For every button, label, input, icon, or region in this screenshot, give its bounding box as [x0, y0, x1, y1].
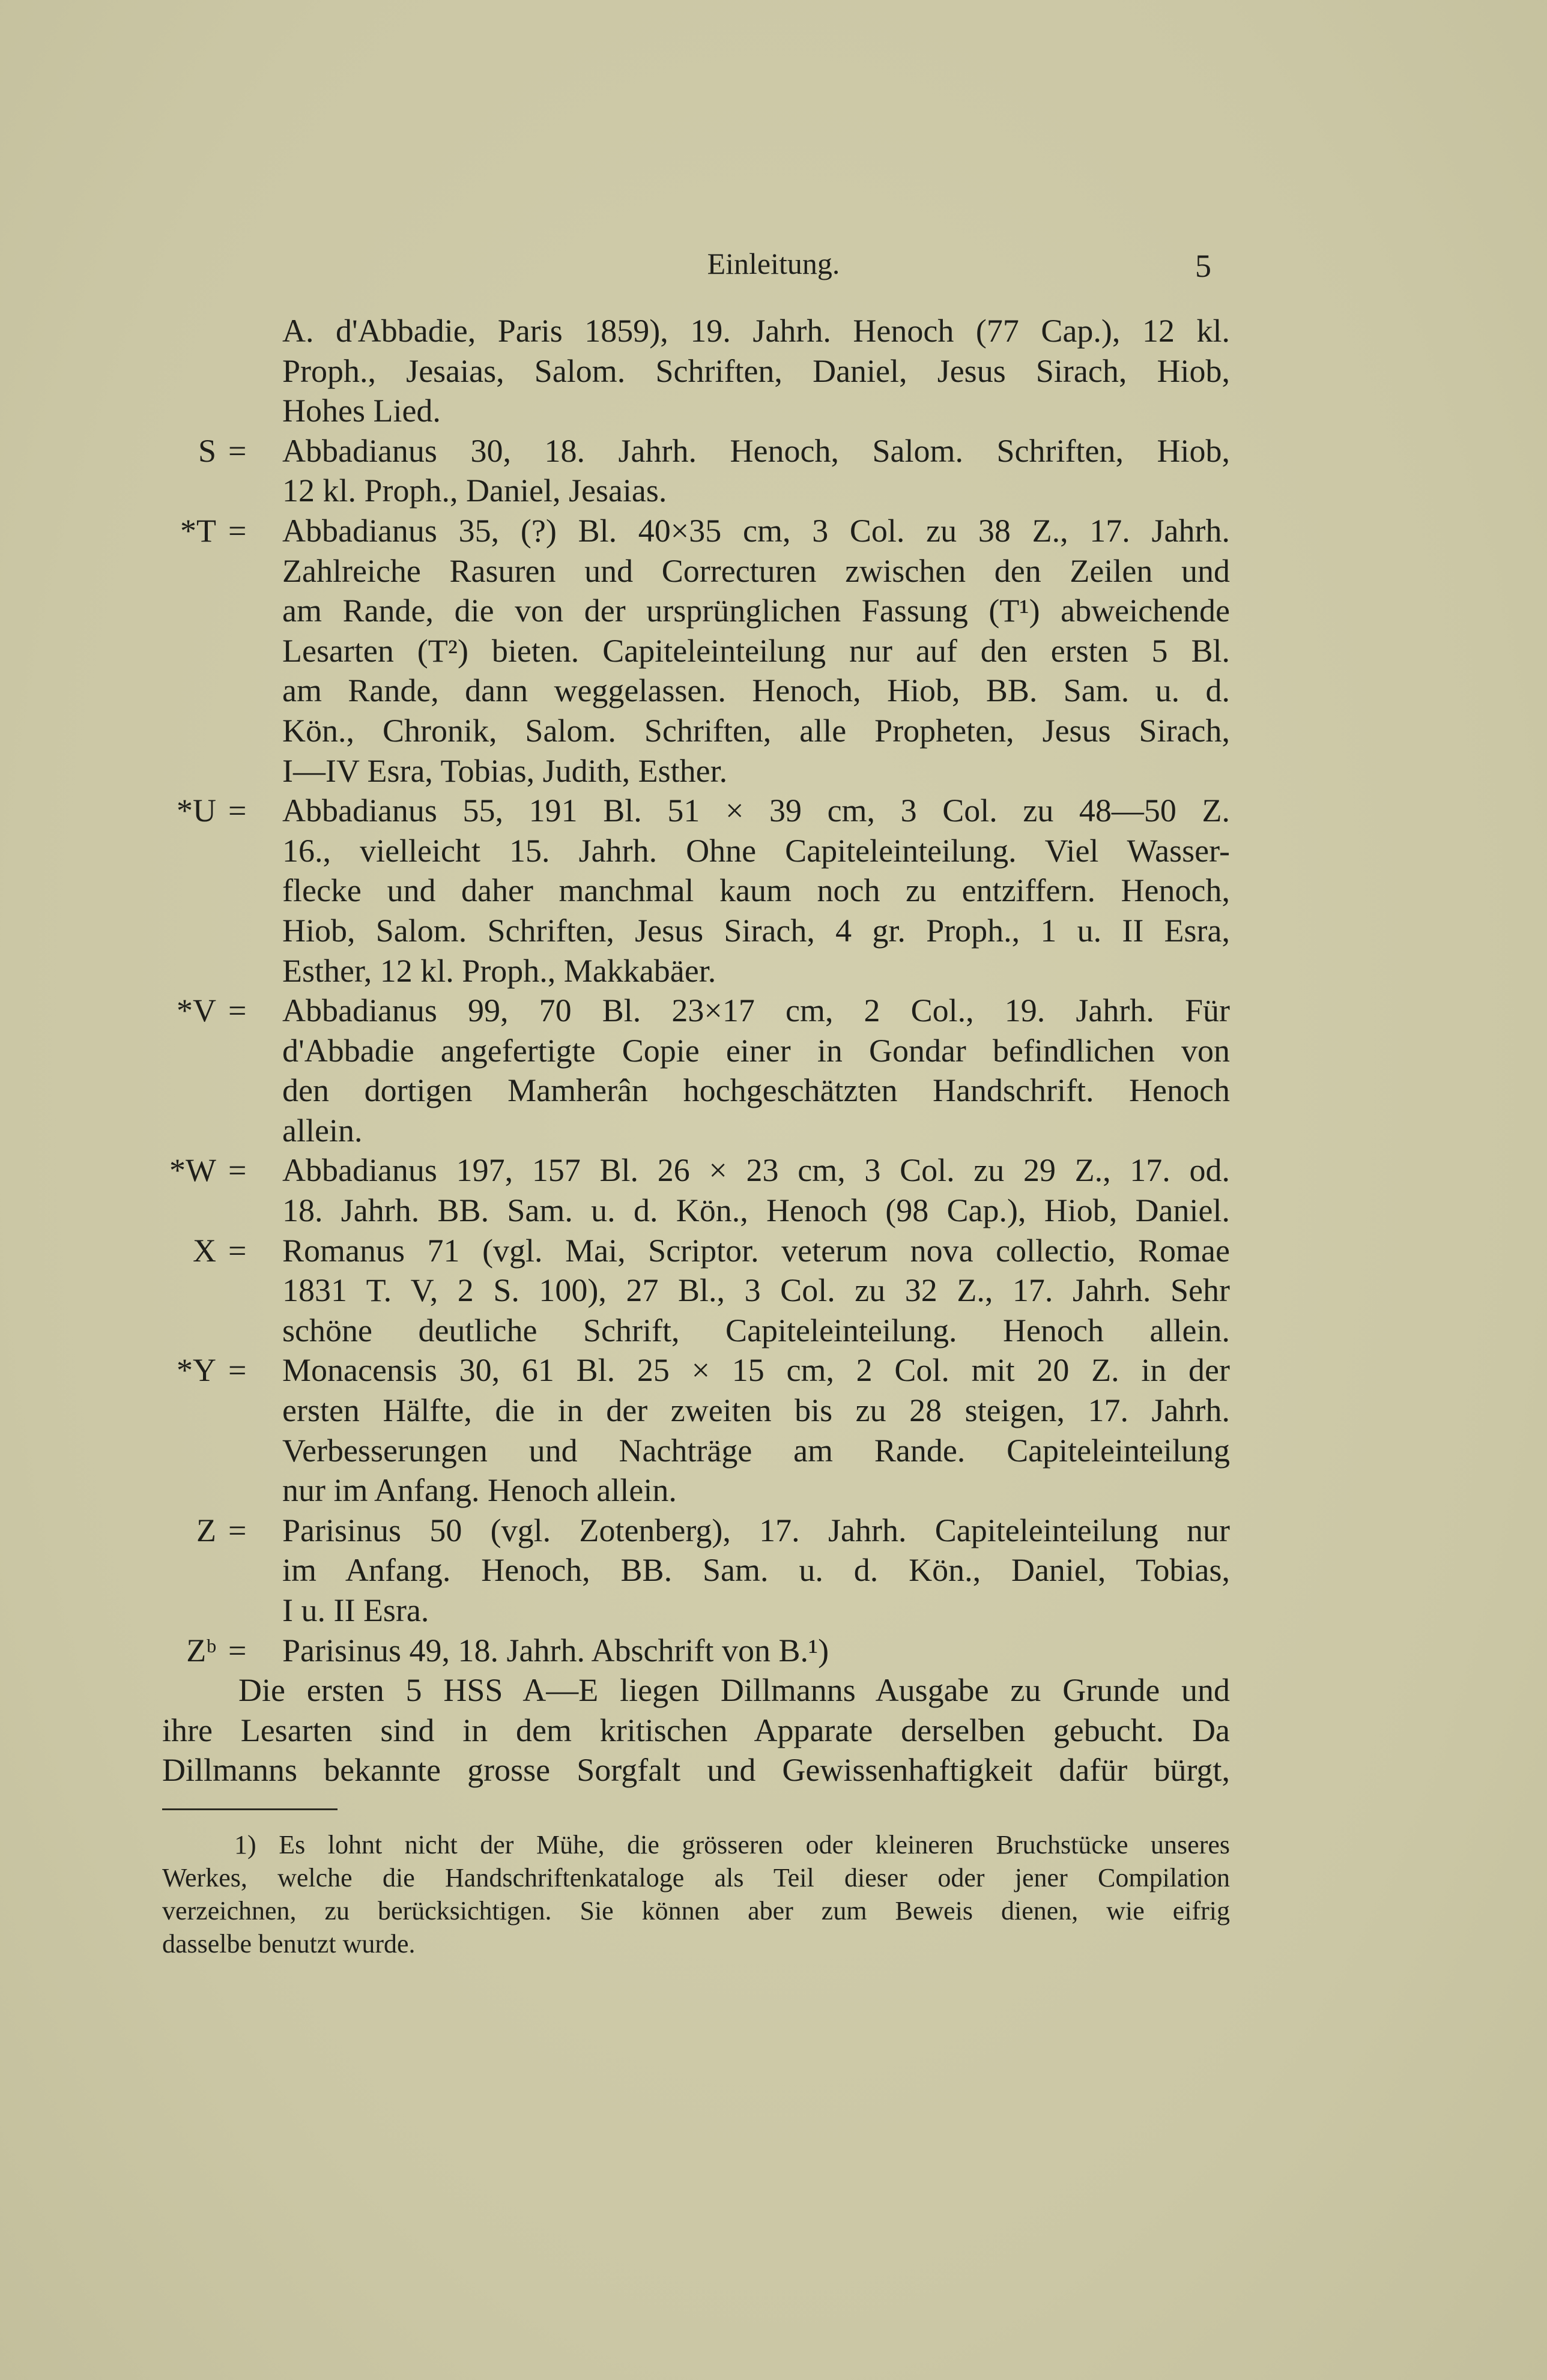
- text-line: [162, 1670, 1230, 1711]
- line-text: ersten Hälfte, die in der zweiten bis zu 28 steigen, 17. Jahrh.: [282, 1392, 1230, 1429]
- line-text: Romanus 71 (vgl. Mai, Scriptor. veterum nova collectio, Romae: [282, 1232, 1230, 1269]
- footnote-line: [162, 1927, 1230, 1960]
- footnote-line: [162, 1894, 1230, 1927]
- manuscript-entry-line: [162, 511, 1230, 551]
- footnote-text: verzeichnen, zu berücksichtigen. Sie können aber zum Beweis dienen, wie eifrig: [162, 1896, 1230, 1925]
- text-line: [162, 1031, 1230, 1071]
- manuscript-siglum: *V: [177, 992, 216, 1029]
- equals-sign: =: [228, 1232, 247, 1269]
- line-text: Dillmanns bekannte grosse Sorgfalt und Gewissenhaftigkeit dafür bürgt,: [162, 1752, 1230, 1789]
- manuscript-siglum: X: [193, 1232, 216, 1269]
- line-text: A. d'Abbadie, Paris 1859), 19. Jahrh. Henoch (77 Cap.), 12 kl.: [282, 313, 1230, 349]
- text-line: [162, 911, 1230, 951]
- text-line: [162, 1470, 1230, 1511]
- text-line: [162, 551, 1230, 591]
- equals-sign: =: [228, 1352, 247, 1389]
- manuscript-entry-line: [162, 1231, 1230, 1271]
- line-text: flecke und daher manchmal kaum noch zu entziffern. Henoch,: [282, 872, 1230, 909]
- manuscript-siglum: Z: [196, 1512, 216, 1548]
- text-line: [162, 751, 1230, 791]
- page-number: 5: [1195, 248, 1211, 284]
- text-line: [162, 951, 1230, 991]
- text-line: [162, 471, 1230, 511]
- line-text: Parisinus 49, 18. Jahrh. Abschrift von B.¹): [282, 1632, 829, 1669]
- line-text: 1831 T. V, 2 S. 100), 27 Bl., 3 Col. zu 32 Z., 17. Jahrh. Sehr: [282, 1272, 1230, 1309]
- manuscript-entry-line: [162, 431, 1230, 471]
- footnote-text: 1) Es lohnt nicht der Mühe, die grösseren oder kleineren Bruchstücke unseres: [234, 1830, 1230, 1859]
- line-text: im Anfang. Henoch, BB. Sam. u. d. Kön., Daniel, Tobias,: [282, 1552, 1230, 1589]
- manuscript-entry-line: [162, 991, 1230, 1031]
- equals-sign: =: [228, 512, 247, 549]
- footnote-divider: [162, 1808, 338, 1810]
- main-text: [162, 311, 1230, 1790]
- text-line: [162, 671, 1230, 711]
- text-line: [162, 351, 1230, 391]
- text-line: [162, 1071, 1230, 1111]
- line-text: nur im Anfang. Henoch allein.: [282, 1472, 677, 1509]
- manuscript-siglum: S: [198, 432, 216, 469]
- line-text: Abbadianus 30, 18. Jahrh. Henoch, Salom. Schriften, Hiob,: [282, 432, 1230, 469]
- line-text: allein.: [282, 1112, 363, 1149]
- text-line: [162, 1270, 1230, 1311]
- line-text: Abbadianus 99, 70 Bl. 23×17 cm, 2 Col., 19. Jahrh. Für: [282, 992, 1230, 1029]
- manuscript-siglum: *U: [177, 793, 216, 829]
- text-line: [162, 1311, 1230, 1351]
- footnote-text: dasselbe benutzt wurde.: [162, 1929, 416, 1959]
- manuscript-siglum: *W: [169, 1152, 216, 1189]
- manuscript-entry-line: [162, 1511, 1230, 1551]
- footnote-text: Werkes, welche die Handschriftenkataloge als Teil dieser oder jener Compilation: [162, 1863, 1230, 1892]
- footnotes: [162, 1828, 1230, 1960]
- line-text: Esther, 12 kl. Proph., Makkabäer.: [282, 952, 716, 989]
- text-line: [162, 711, 1230, 751]
- line-text: Lesarten (T²) bieten. Capiteleinteilung nur auf den ersten 5 Bl.: [282, 632, 1230, 669]
- manuscript-entry-line: [162, 1631, 1230, 1671]
- line-text: 16., vielleicht 15. Jahrh. Ohne Capiteleinteilung. Viel Wasser-: [282, 832, 1230, 869]
- text-line: [162, 1550, 1230, 1590]
- line-text: 18. Jahrh. BB. Sam. u. d. Kön., Henoch (98 Cap.), Hiob, Daniel.: [282, 1192, 1230, 1229]
- line-text: am Rande, die von der ursprünglichen Fassung (T¹) abweichende: [282, 593, 1230, 629]
- manuscript-entry-line: [162, 1350, 1230, 1391]
- manuscript-siglum: *Y: [177, 1352, 216, 1389]
- running-title: Einleitung.: [707, 247, 840, 280]
- text-line: [162, 871, 1230, 911]
- text-line: [162, 1431, 1230, 1471]
- equals-sign: =: [228, 992, 247, 1029]
- equals-sign: =: [228, 1632, 247, 1669]
- line-text: Zahlreiche Rasuren und Correcturen zwischen den Zeilen und: [282, 552, 1230, 589]
- manuscript-entry-line: [162, 791, 1230, 831]
- manuscript-entry-line: [162, 1150, 1230, 1191]
- text-line: [162, 591, 1230, 631]
- line-text: I—IV Esra, Tobias, Judith, Esther.: [282, 752, 728, 789]
- equals-sign: =: [228, 432, 247, 469]
- line-text: Abbadianus 55, 191 Bl. 51 × 39 cm, 3 Col. zu 48—50 Z.: [282, 793, 1230, 829]
- line-text: Parisinus 50 (vgl. Zotenberg), 17. Jahrh. Capiteleinteilung nur: [282, 1512, 1230, 1548]
- manuscript-siglum: *T: [180, 512, 216, 549]
- text-line: [162, 1391, 1230, 1431]
- text-line: [162, 1590, 1230, 1631]
- text-line: [162, 1750, 1230, 1790]
- line-text: Monacensis 30, 61 Bl. 25 × 15 cm, 2 Col. mit 20 Z. in der: [282, 1352, 1230, 1389]
- line-text: Proph., Jesaias, Salom. Schriften, Daniel, Jesus Sirach, Hiob,: [282, 352, 1230, 389]
- line-text: Abbadianus 35, (?) Bl. 40×35 cm, 3 Col. zu 38 Z., 17. Jahrh.: [282, 512, 1230, 549]
- line-text: I u. II Esra.: [282, 1592, 429, 1628]
- equals-sign: =: [228, 793, 247, 829]
- text-line: [162, 1711, 1230, 1751]
- text-line: [162, 831, 1230, 871]
- text-line: [162, 631, 1230, 671]
- footnote-line: [162, 1861, 1230, 1894]
- line-text: Hiob, Salom. Schriften, Jesus Sirach, 4 gr. Proph., 1 u. II Esra,: [282, 912, 1230, 949]
- line-text: 12 kl. Proph., Daniel, Jesaias.: [282, 473, 667, 509]
- manuscript-siglum: Zᵇ: [186, 1632, 216, 1669]
- line-text: ihre Lesarten sind in dem kritischen Apparate derselben gebucht. Da: [162, 1712, 1230, 1748]
- line-text: Abbadianus 197, 157 Bl. 26 × 23 cm, 3 Col. zu 29 Z., 17. od.: [282, 1152, 1230, 1189]
- line-text: Kön., Chronik, Salom. Schriften, alle Propheten, Jesus Sirach,: [282, 712, 1230, 749]
- line-text: den dortigen Mamherân hochgeschätzten Handschrift. Henoch: [282, 1072, 1230, 1109]
- equals-sign: =: [228, 1512, 247, 1548]
- text-line: [162, 311, 1230, 351]
- line-text: am Rande, dann weggelassen. Henoch, Hiob, BB. Sam. u. d.: [282, 672, 1230, 709]
- line-text: Hohes Lied.: [282, 393, 441, 429]
- line-text: Verbesserungen und Nachträge am Rande. Capiteleinteilung: [282, 1432, 1230, 1469]
- text-line: [162, 391, 1230, 431]
- equals-sign: =: [228, 1152, 247, 1189]
- text-line: [162, 1111, 1230, 1151]
- line-text: Die ersten 5 HSS A—E liegen Dillmanns Ausgabe zu Grunde und: [238, 1672, 1230, 1709]
- footnote-line: [162, 1828, 1230, 1861]
- line-text: schöne deutliche Schrift, Capiteleinteilung. Henoch allein.: [282, 1312, 1230, 1349]
- line-text: d'Abbadie angefertigte Copie einer in Gondar befindlichen von: [282, 1032, 1230, 1069]
- text-line: [162, 1191, 1230, 1231]
